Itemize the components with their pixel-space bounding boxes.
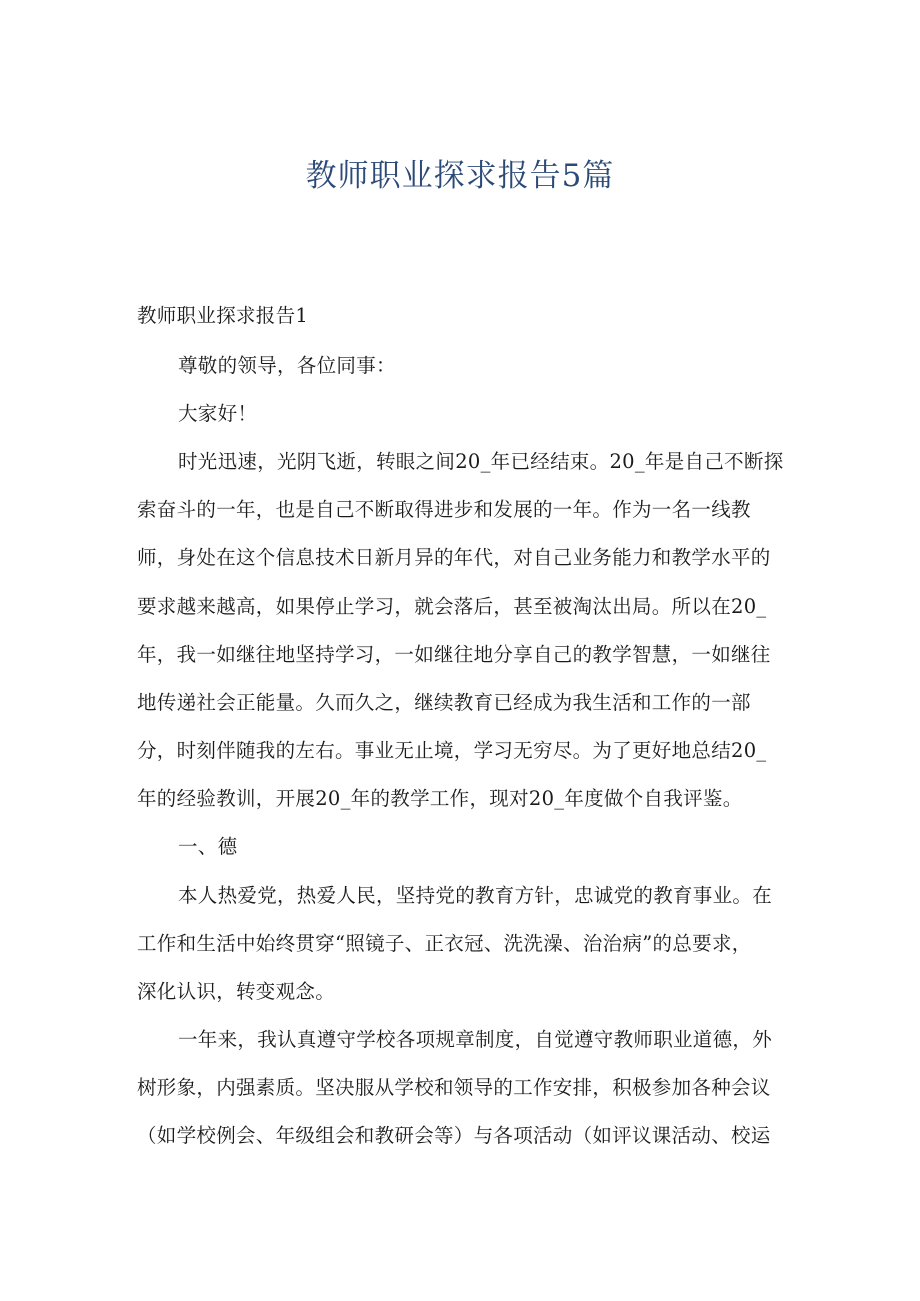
subsection-heading: 一、德 [178,835,238,858]
document-title: 教师职业探求报告5篇 [305,158,615,194]
paragraph-line: 要求越来越高，如果停止学习，就会落后，甚至被淘汰出局。所以在20_ [137,595,767,618]
paragraph-line: 本人热爱党，热爱人民，坚持党的教育方针，忠诚党的教育事业。在 [178,884,773,907]
paragraph-line: 索奋斗的一年，也是自己不断取得进步和发展的一年。作为一名一线教 [137,498,751,521]
greeting: 大家好！ [178,402,258,425]
paragraph-line: 年，我一如继往地坚持学习，一如继往地分享自己的教学智慧，一如继往 [137,643,771,666]
paragraph-line: 分，时刻伴随我的左右。事业无止境，学习无穷尽。为了更好地总结20_ [137,739,767,762]
paragraph-line: 一年来，我认真遵守学校各项规章制度，自觉遵守教师职业道德，外 [178,1028,773,1051]
paragraph-line: 工作和生活中始终贯穿“照镜子、正衣冠、洗洗澡、治治病”的总要求， [137,932,752,955]
paragraph-line: （如学校例会、年级组会和教研会等）与各项活动（如评议课活动、校运 [137,1124,771,1147]
paragraph-line: 师，身处在这个信息技术日新月异的年代，对自己业务能力和教学水平的 [137,546,771,569]
paragraph-line: 时光迅速，光阴飞逝，转眼之间20_年已经结束。20_年是自己不断探 [178,450,784,473]
paragraph-line: 树形象，内强素质。坚决服从学校和领导的工作安排，积极参加各种会议 [137,1076,771,1099]
paragraph-line: 地传递社会正能量。久而久之，继续教育已经成为我生活和工作的一部 [137,691,751,714]
paragraph-line: 年的经验教训，开展20_年的教学工作，现对20_年度做个自我评鉴。 [137,787,743,810]
section-heading: 教师职业探求报告1 [137,304,309,327]
salutation: 尊敬的领导，各位同事： [178,354,396,377]
paragraph-line: 深化认识，转变观念。 [137,980,336,1003]
